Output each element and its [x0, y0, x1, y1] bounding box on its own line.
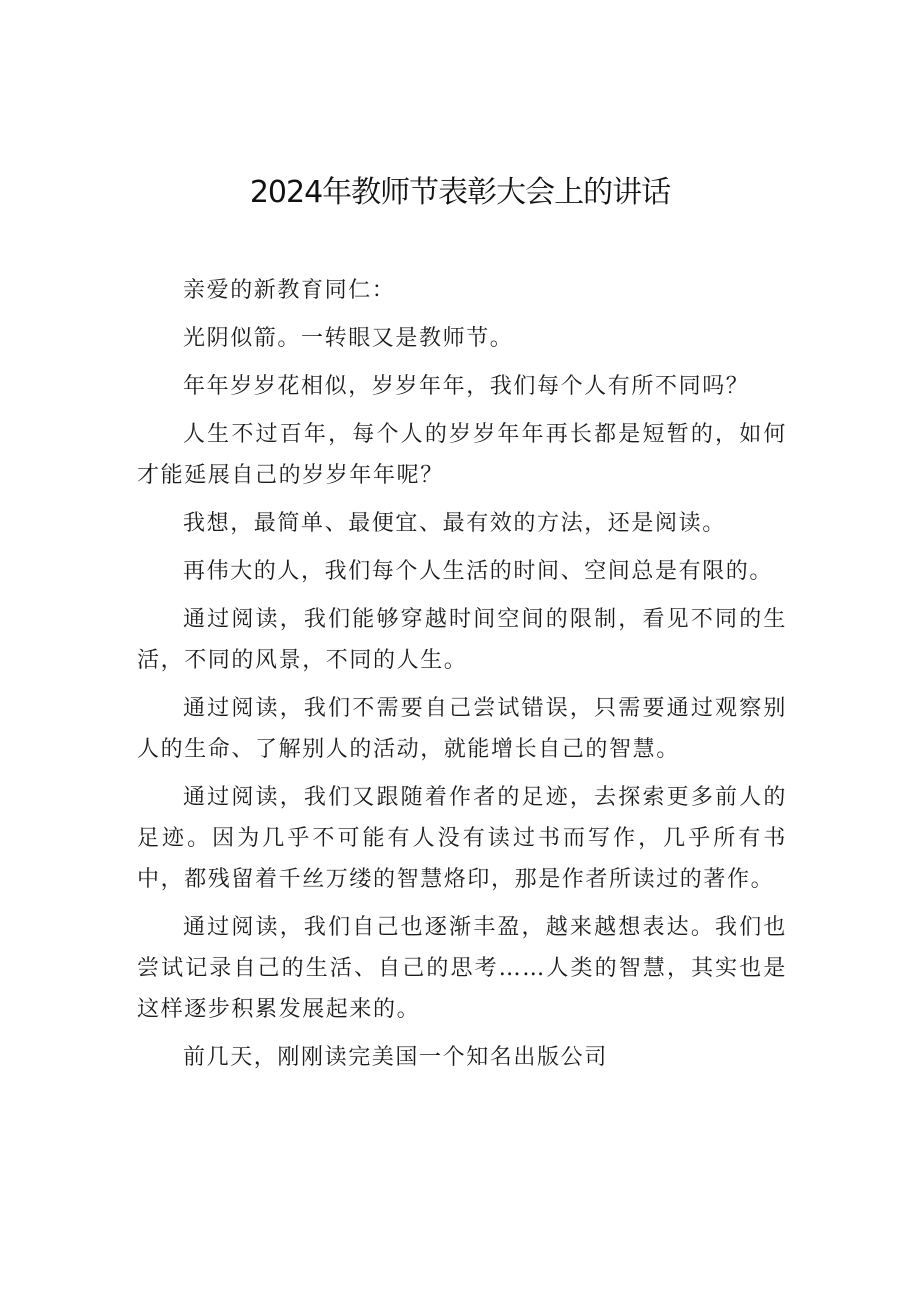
paragraph: 人生不过百年，每个人的岁岁年年再长都是短暂的，如何才能延展自己的岁岁年年呢？: [137, 422, 787, 488]
paragraph: 再伟大的人，我们每个人生活的时间、空间总是有限的。: [183, 559, 774, 584]
paragraph: 通过阅读，我们能够穿越时间空间的限制，看见不同的生活，不同的风景，不同的人生。: [137, 607, 787, 673]
paragraph: 光阴似箭。一转眼又是教师节。: [183, 326, 514, 351]
document-body: [137, 270, 787, 1085]
paragraph: 前几天，刚刚读完美国一个知名出版公司: [183, 1045, 608, 1070]
paragraph: 我想，最简单、最便宜、最有效的方法，还是阅读。: [183, 511, 726, 536]
document-title: 2024年教师节表彰大会上的讲话: [249, 175, 671, 210]
paragraph: 通过阅读，我们不需要自己尝试错误，只需要通过观察别人的生命、了解别人的活动，就能增长自己的智慧。: [137, 696, 787, 762]
paragraph: 通过阅读，我们自己也逐渐丰盈，越来越想表达。我们也尝试记录自己的生活、自己的思考……人类的智慧，其实也是这样逐步积累发展起来的。: [137, 915, 787, 1022]
paragraph: 通过阅读，我们又跟随着作者的足迹，去探索更多前人的足迹。因为几乎不可能有人没有读过书而写作，几乎所有书中，都残留着千丝万缕的智慧烙印，那是作者所读过的著作。: [137, 785, 787, 892]
paragraph: 亲爱的新教育同仁：: [183, 278, 396, 303]
paragraph: 年年岁岁花相似，岁岁年年，我们每个人有所不同吗？: [183, 374, 750, 399]
